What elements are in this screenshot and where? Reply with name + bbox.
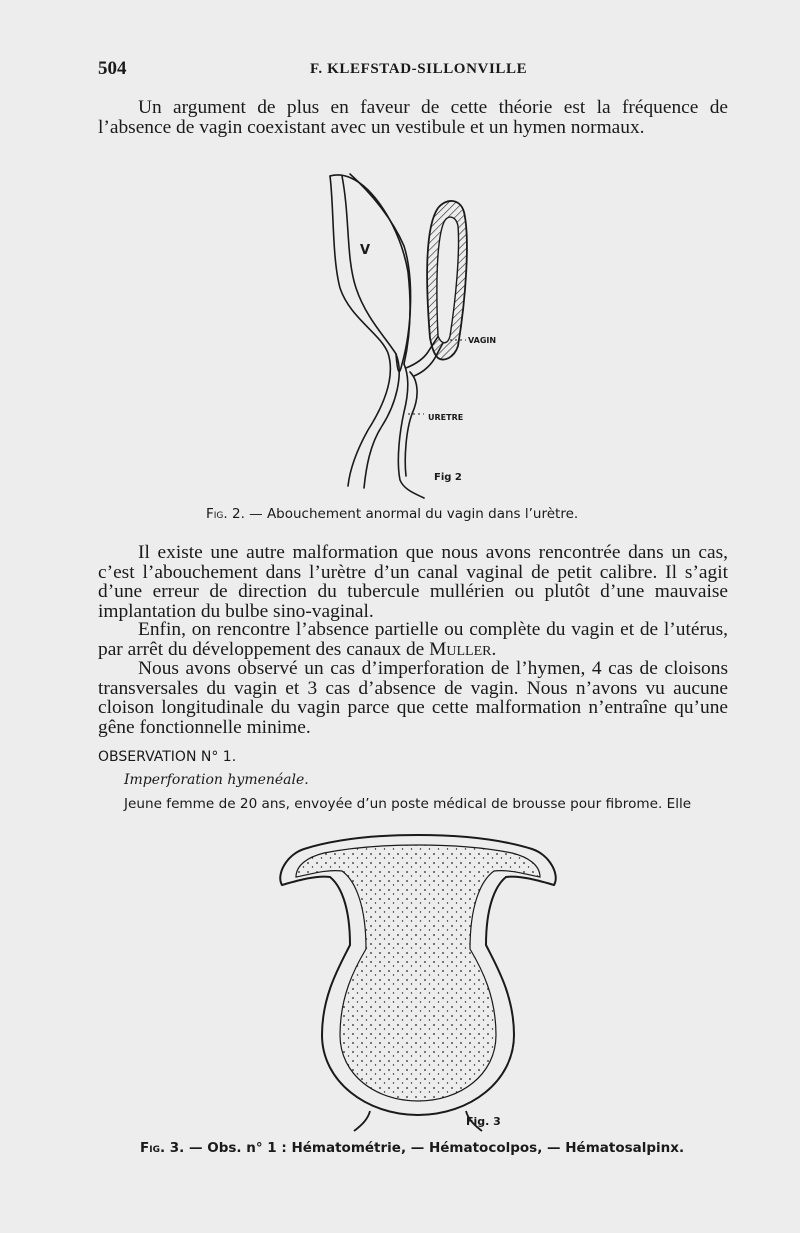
- label-vagin: VAGIN: [468, 336, 497, 345]
- figure-3-caption: [140, 1140, 684, 1156]
- figure-2-caption: [206, 506, 578, 522]
- figure-3-sketch: [270, 825, 570, 1133]
- paragraph-absence-text: Enfin, on rencontre l’absence partielle ou complète du vagin et de l’utérus, par arrêt du développement des canaux de: [98, 619, 728, 660]
- bladder-sac-left: [342, 176, 396, 354]
- page-number: 504: [98, 58, 127, 79]
- figure-2-sketch: [320, 168, 520, 500]
- cervix-outlet-left: [354, 1111, 370, 1131]
- paragraph-absence-end: .: [491, 638, 497, 660]
- author-name-muller: Muller: [429, 638, 492, 660]
- observation-body: Jeune femme de 20 ans, envoyée d’un poste médical de brousse pour fibrome. Elle: [124, 796, 692, 812]
- label-v: V: [360, 243, 371, 258]
- outer-contour-top: [330, 175, 368, 190]
- paragraph-absence: [98, 620, 728, 659]
- observation-heading: OBSERVATION N° 1.: [98, 749, 237, 765]
- urethra-right: [398, 364, 424, 498]
- figure-2-caption-text: — Abouchement anormal du vagin dans l’urètre.: [244, 506, 579, 522]
- paragraph-malformation: Il existe une autre malformation que nous avons rencontrée dans un cas, c’est l’abouchement dans l’urètre d’un canal vaginal de petit calibre. Il s’agit d’une erreur de direction du tubercule mullérien ou plutôt d’une mauvaise implantation du bulbe sino-vaginal.: [98, 542, 728, 622]
- figure-3-caption-label: Fig. 3.: [140, 1140, 185, 1156]
- label-fig-3: Fig. 3: [466, 1115, 501, 1128]
- urethra-left: [364, 354, 399, 488]
- label-uretre: URETRE: [428, 413, 464, 422]
- bladder-sac-inner: [368, 190, 410, 364]
- label-fig-2: Fig 2: [434, 472, 462, 483]
- observation-subtitle: Imperforation hymenéale.: [124, 772, 309, 788]
- outer-contour-left: [330, 176, 390, 486]
- paragraph-argument: Un argument de plus en faveur de cette théorie est la fréquence de l’absence de vagin coexistant avec un vestibule et un hymen normaux.: [98, 97, 728, 138]
- figure-2-caption-label: Fig. 2.: [206, 506, 245, 522]
- figure-3-caption-text: — Obs. n° 1 : Hématométrie, — Hématocolpos, — Hématosalpinx.: [184, 1140, 685, 1156]
- paragraph-cases: Nous avons observé un cas d’imperforation de l’hymen, 4 cas de cloisons transversales du vagin et 3 cas d’absence de vagin. Nous n’avons vu aucune cloison longitudinale du vagin parce que cette malformation n’entraîne qu’une gêne fonctionnelle minime.: [98, 658, 728, 738]
- running-title: F. KLEFSTAD-SILLONVILLE: [310, 61, 528, 77]
- running-header: [98, 58, 738, 82]
